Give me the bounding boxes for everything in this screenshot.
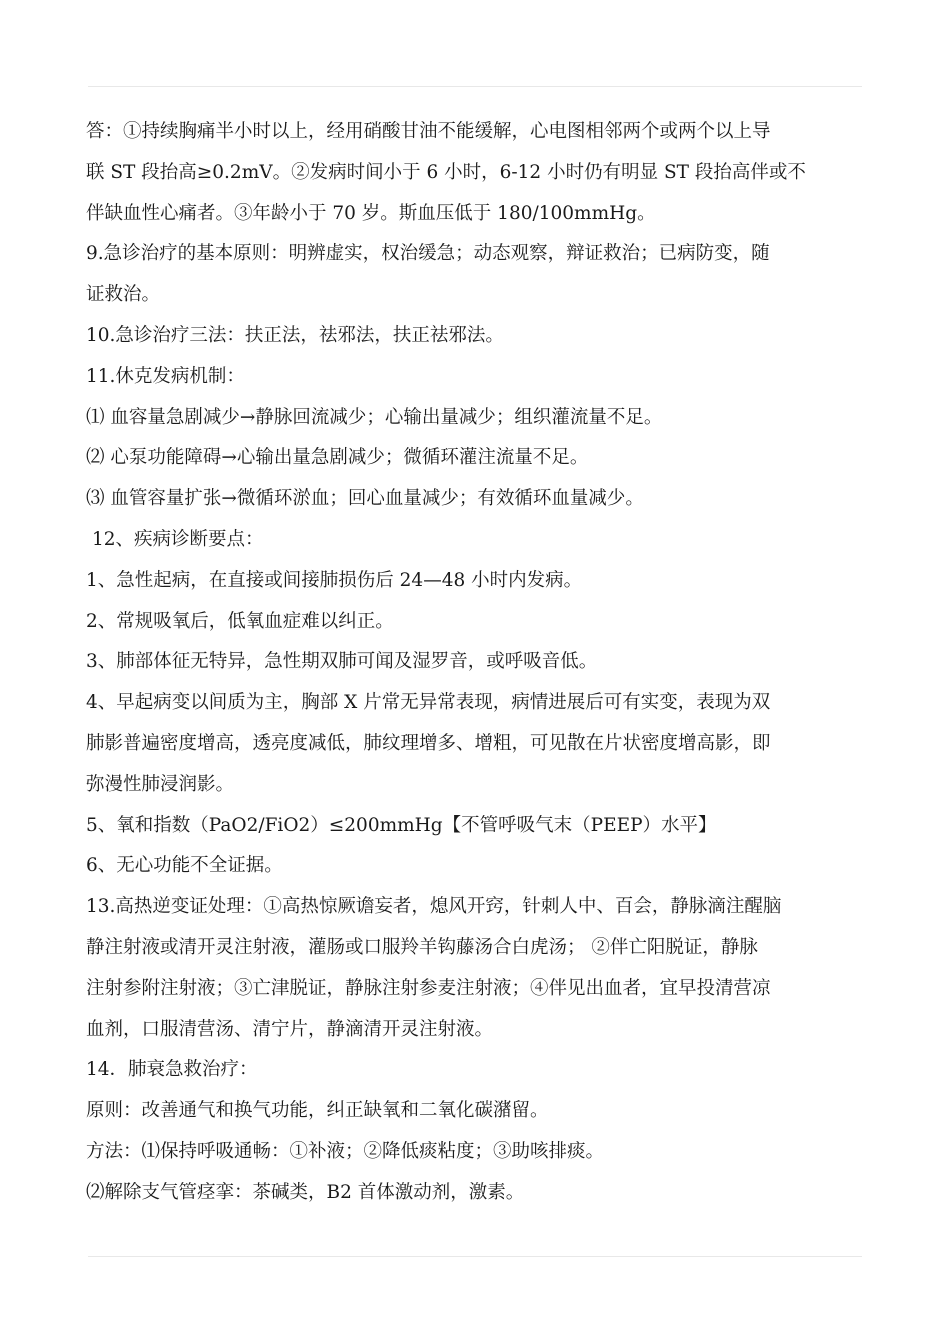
text-line: 3、肺部体征无特异，急性期双肺可闻及湿罗音，或呼吸音低。	[86, 651, 598, 673]
text-line: 11.休克发病机制：	[86, 365, 245, 387]
text-line: 原则：改善通气和换气功能，纠正缺氧和二氧化碳潴留。	[86, 1100, 549, 1122]
text-line: 联 ST 段抬高≥0.2mV。②发病时间小于 6 小时，6-12 小时仍有明显 ST 段抬高伴或不	[86, 161, 806, 183]
text-line: 方法：⑴保持呼吸通畅：①补液；②降低痰粘度；③助咳排痰。	[86, 1140, 605, 1162]
text-line: 静注射液或清开灵注射液，灌肠或口服羚羊钩藤汤合白虎汤； ②伴亡阳脱证，静脉	[86, 936, 758, 958]
text-line: 13.高热逆变证处理：①高热惊厥谵妄者，熄风开窍，针刺人中、百会，静脉滴注醒脑	[86, 896, 782, 918]
text-line: 1、急性起病，在直接或间接肺损伤后 24—48 小时内发病。	[86, 569, 583, 591]
text-line: ⑶ 血管容量扩张→微循环淤血；回心血量减少；有效循环血量减少。	[86, 488, 644, 510]
section-heading: 14．肺衰急救治疗：	[86, 1059, 258, 1081]
text-line: 答：①持续胸痛半小时以上，经用硝酸甘油不能缓解，心电图相邻两个或两个以上导	[86, 121, 771, 142]
text-line: 4、早起病变以间质为主，胸部 X 片常无异常表现，病情进展后可有实变，表现为双	[86, 692, 771, 714]
text-line: ⑵解除支气管痉挛：茶碱类，B2 首体激动剂，激素。	[86, 1181, 525, 1203]
text-line: 5、氧和指数（PaO2/FiO2）≤200mmHg【不管呼吸气末（PEEP）水平】	[86, 814, 717, 836]
text-line: 2、常规吸氧后，低氧血症难以纠正。	[86, 610, 394, 632]
document-body	[86, 112, 862, 1214]
text-line: 9.急诊治疗的基本原则：明辨虚实，权治缓急；动态观察，辩证救治；已病防变，随	[86, 243, 770, 265]
section-heading: 12、疾病诊断要点：	[92, 528, 264, 550]
text-line: 证救治。	[86, 284, 161, 306]
text-line: 10.急诊治疗三法：扶正法，祛邪法，扶正祛邪法。	[86, 324, 504, 346]
text-line: 肺影普遍密度增高，透亮度减低，肺纹理增多、增粗，可见散在片状密度增高影，即	[86, 732, 771, 754]
text-line: 注射参附注射液；③亡津脱证，静脉注射参麦注射液；④伴见出血者，宜早投清营凉	[86, 977, 771, 999]
text-line: 伴缺血性心痛者。③年龄小于 70 岁。斯血压低于 180/100mmHg。	[86, 202, 656, 224]
text-line: 弥漫性肺浸润影。	[86, 773, 235, 795]
text-line: ⑵ 心泵功能障碍→心输出量急剧减少；微循环灌注流量不足。	[86, 447, 589, 469]
footer-rule	[88, 1256, 862, 1257]
text-line: ⑴ 血容量急剧减少→静脉回流减少；心输出量减少；组织灌流量不足。	[86, 406, 663, 428]
header-rule	[88, 86, 862, 87]
text-line: 6、无心功能不全证据。	[86, 855, 283, 877]
text-line: 血剂，口服清营汤、清宁片，静滴清开灵注射液。	[86, 1018, 494, 1040]
